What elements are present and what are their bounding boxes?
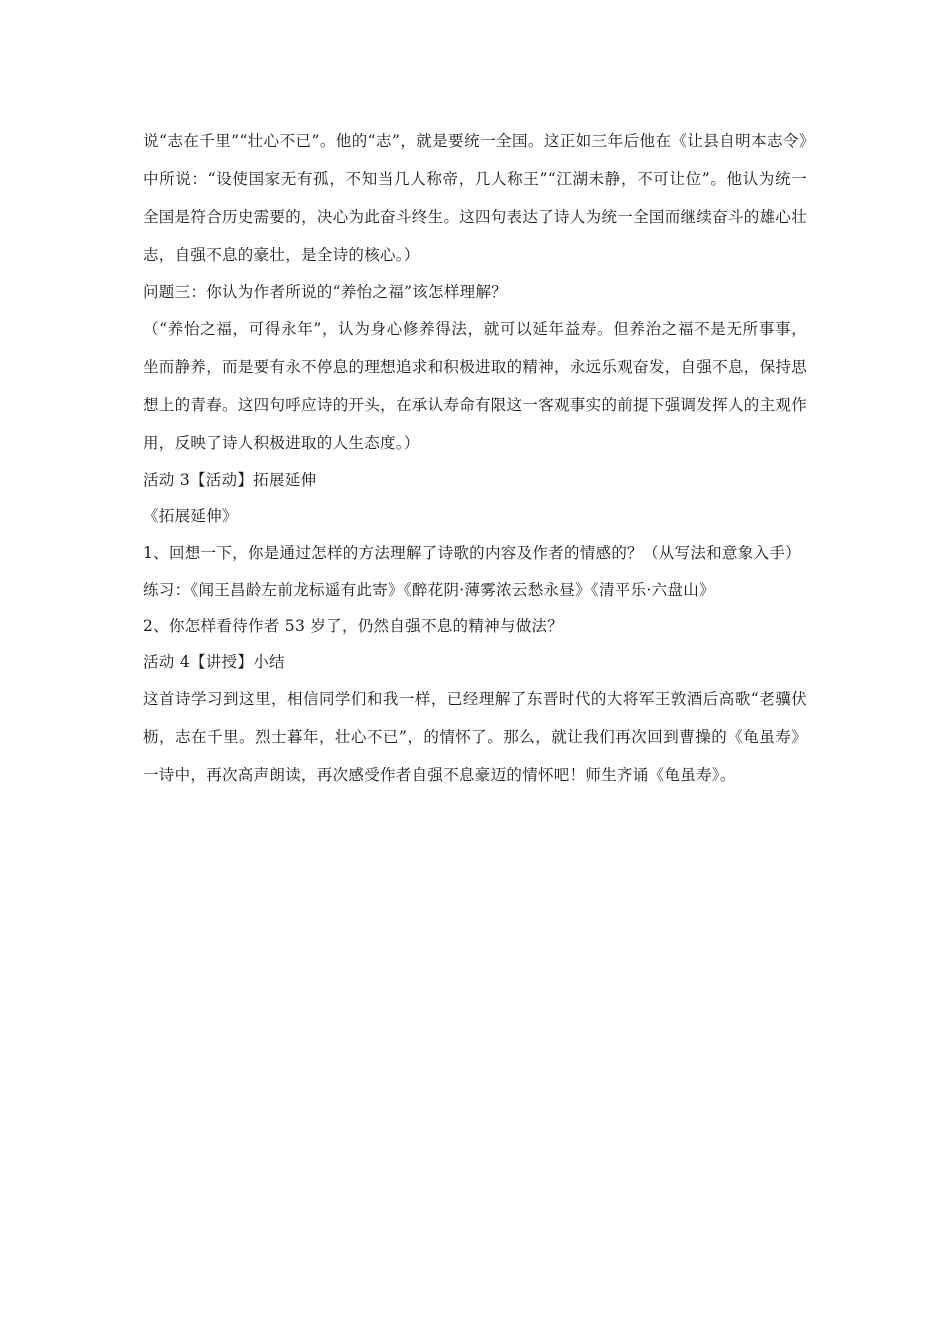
paragraph-answer-three: （“养怡之福，可得永年”，认为身心修养得法，就可以延年益寿。但养治之福不是无所事事，坐而静养，而是要有永不停息的理想追求和积极进取的精神，永远乐观奋发，自强不息，保持思想上的青春。这四句呼应诗的开头，在承认寿命有限这一客观事实的前提下强调发挥人的主观作用，反映了诗人积极进取的人生态度。） xyxy=(143,320,807,452)
activity-3-heading: 活动 3【活动】拓展延伸 xyxy=(143,471,317,489)
extension-question-2: 2、你怎样看待作者 53 岁了，仍然自强不息的精神与做法？ xyxy=(143,617,564,635)
paragraph-analysis-ambition: 说“志在千里”“壮心不已”。他的“志”，就是要统一全国。这正如三年后他在《让县自明本志令》中所说：“设使国家无有孤，不知当几人称帝，几人称王”“江湖未静，不可让位”。他认为统一全国是符合历史需要的，决心为此奋斗终生。这四句表达了诗人为统一全国而继续奋斗的雄心壮志，自强不息的豪壮，是全诗的核心。） xyxy=(143,132,807,264)
extension-question-1: 1、回想一下，你是通过怎样的方法理解了诗歌的内容及作者的情感的？（从写法和意象入手） xyxy=(143,544,801,562)
document-body xyxy=(143,122,807,794)
summary-paragraph: 这首诗学习到这里，相信同学们和我一样，已经理解了东晋时代的大将军王敦酒后高歌“老骥伏枥，志在千里。烈士暮年，壮心不已”，的情怀了。那么，就让我们再次回到曹操的《龟虽寿》一诗中，再次高声朗读，再次感受作者自强不息豪迈的情怀吧！师生齐诵《龟虽寿》。 xyxy=(143,690,807,784)
question-three: 问题三：你认为作者所说的“养怡之福”该怎样理解？ xyxy=(143,283,508,301)
extension-title: 《拓展延伸》 xyxy=(143,507,238,525)
activity-4-heading: 活动 4【讲授】小结 xyxy=(143,653,285,671)
practice-list: 练习：《闻王昌龄左前龙标遥有此寄》《醉花阴·薄雾浓云愁永昼》《清平乐·六盘山》 xyxy=(143,581,715,599)
